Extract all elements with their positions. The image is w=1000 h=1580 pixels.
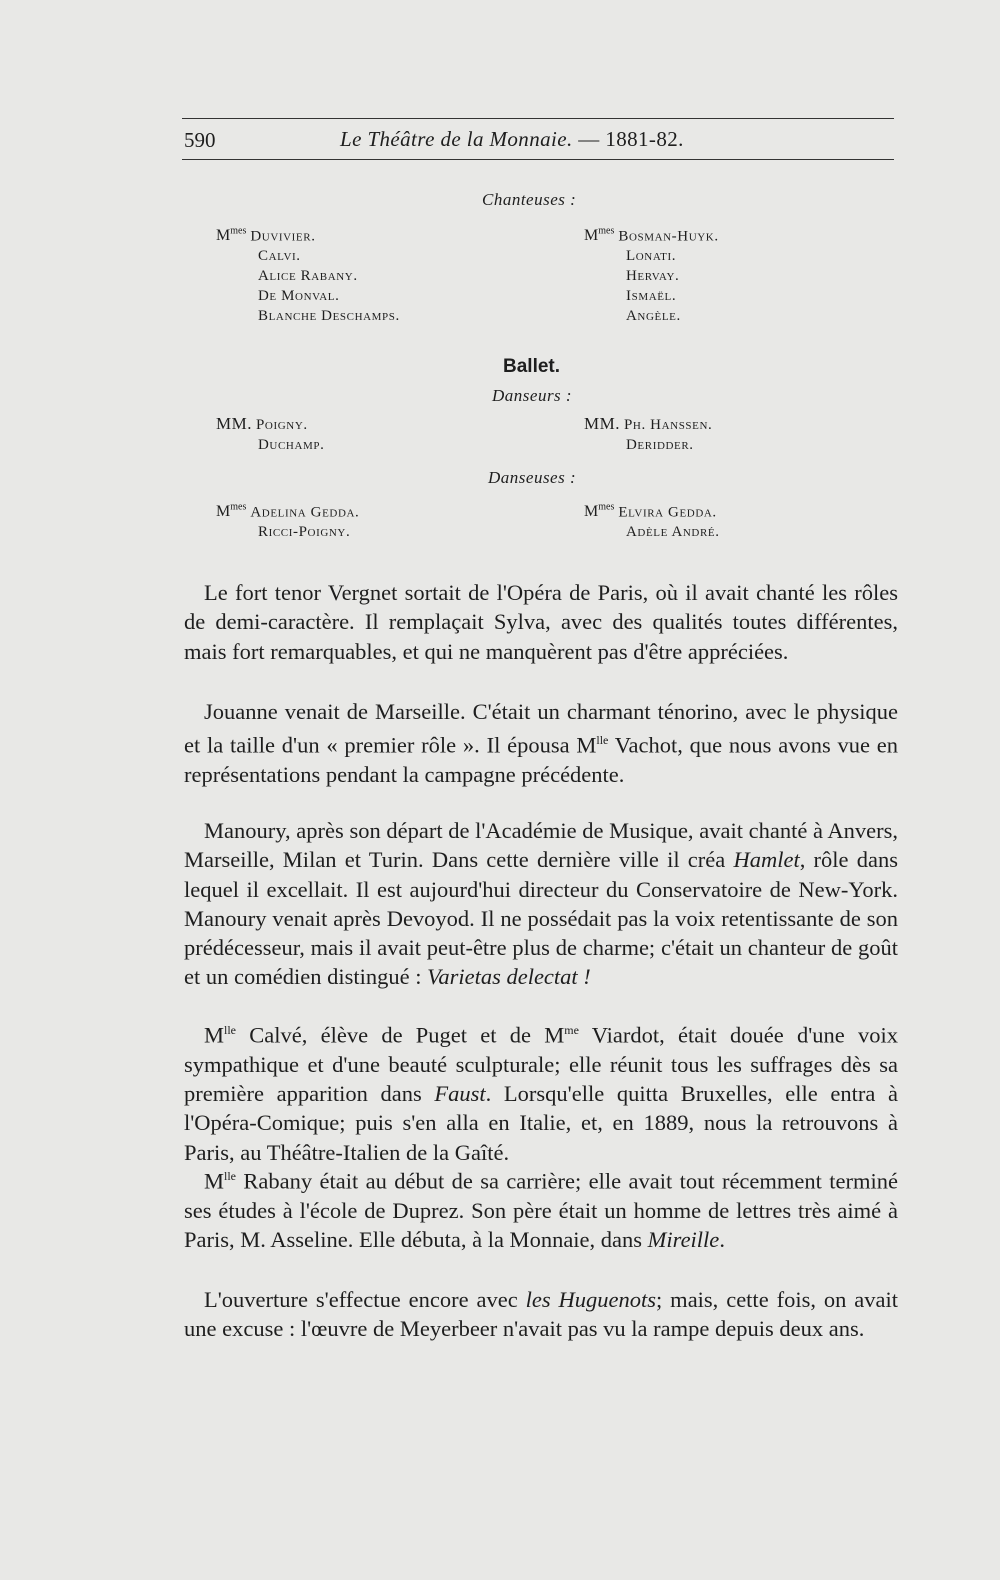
running-title-text: Le Théâtre de la Monnaie. [340,127,573,151]
text-run: ; mais, cette fois, on avait une excuse : l'œuvre de Meyerbeer n'avait pas vu la rampe depuis deux ans. [184,1287,898,1342]
singer-name: Alice Rabany. [258,268,358,285]
superscript: me [564,1023,579,1037]
danseuses-left-list [216,498,359,542]
danseuses-heading: Danseuses : [488,468,577,487]
danseurs-heading: Danseurs : [492,386,573,405]
paragraph-manoury [184,816,898,992]
dancer-name: Poigny. [255,417,308,433]
list-item [216,498,359,522]
title-prefix: $M^{mes}$ [216,502,247,521]
list-item [216,414,324,435]
text-run: Calvé, élève de Puget et de M [236,1022,565,1048]
singer-name: Blanche Deschamps. [258,308,400,325]
singer-name: Bosman-Huyk. [618,228,719,245]
italic-title: Hamlet [733,847,800,873]
italic-quote: Varietas delectat ! [427,964,591,990]
dancer-name: Deridder. [626,437,694,453]
chanteuses-left-list [216,222,400,326]
text-run: Jouanne venait de Marseille. C'était un charmant ténorino, avec le physique et la taille d'un « premier rôle ». Il épousa M [184,699,898,758]
dancer-name: Elvira Gedda. [618,504,717,521]
header-bottom-rule [182,159,894,160]
paragraph-huguenots [184,1285,898,1344]
title-prefix: $M^{mes}$ [584,502,615,521]
italic-title: Mireille [647,1227,720,1253]
singer-name: Lonati. [626,248,677,265]
dancer-name: Adèle André. [626,524,720,541]
text-run: L'ouverture s'effectue encore avec [204,1287,526,1312]
italic-title: Faust [434,1081,486,1107]
text-run: M [204,1168,225,1194]
text-run: Viardot, était douée d'une voix sympathique et d'une beauté sculpturale; elle réunit tous les suffrages dès sa première apparition dans [184,1022,898,1107]
text-run: Manoury, après son départ de l'Académie de Musique, avait chanté à Anvers, Marseille, Milan et Turin. Dans cette dernière ville il créa [184,818,898,873]
text-run: . [719,1227,725,1253]
superscript: lle [224,1169,237,1183]
list-item [584,498,720,522]
ballet-heading: Ballet. [503,356,561,377]
text-run: Rabany était au début de sa carrière; elle avait tout récemment terminé ses études à l'école de Duprez. Son père était un homme de lettres très aimé à Paris, M. Asseline. Elle débuta, à la Monnaie, dans [184,1168,898,1253]
title-prefix: MM. [216,414,252,433]
danseurs-right-list [584,414,712,455]
dancer-name: Adelina Gedda. [250,504,360,521]
superscript: lle [596,733,609,748]
paragraph-jouanne [184,697,898,789]
title-prefix: $M^{mes}$ [584,226,615,245]
paragraph-rabany [184,1162,898,1254]
singer-name: Hervay. [626,268,680,285]
dancer-name: Duchamp. [258,437,325,453]
title-prefix: $M^{mes}$ [216,226,247,245]
danseuses-right-list [584,498,720,542]
header-top-rule [182,118,894,119]
running-title-years: 1881-82. [605,127,684,151]
dancer-name: Ph. Hanssen. [623,417,713,433]
text-run: M [204,1022,225,1048]
text-run: , rôle dans lequel il excellait. Il est aujourd'hui directeur du Conservatoire de New-York. Manoury venait après Devoyod. Il ne possédait pas la voix retentissante de son prédécesseur, mais il avait peut-être plus de charme; c'était un chanteur de goût et un comédien distingué : [184,847,898,990]
running-title [340,127,684,152]
running-title-dash: — [578,127,600,151]
chanteuses-right-list [584,222,719,326]
singer-name: Ismaël. [626,288,677,305]
chanteuses-heading: Chanteuses : [482,190,577,209]
singer-name: Duvivier. [250,228,316,245]
list-item [584,222,719,246]
paragraph-calve [184,1016,898,1167]
title-prefix: MM. [584,414,620,433]
danseurs-left-list [216,414,324,455]
paragraph-vergnet: Le fort tenor Vergnet sortait de l'Opéra de Paris, où il avait chanté les rôles de demi-caractère. Il remplaçait Sylva, avec des qualités toutes différentes, mais fort remarquables, et qui ne manquèrent pas d'être appréciées. [184,580,898,664]
list-item [584,414,712,435]
superscript: lle [224,1023,237,1037]
italic-title: les Huguenots [525,1287,657,1312]
singer-name: De Monval. [258,288,340,305]
singer-name: Angèle. [626,308,681,325]
text-run: . Lorsqu'elle quitta Bruxelles, elle entra à l'Opéra-Comique; puis s'en alla en Italie, et, en 1889, nous la retrouvons à Paris, au Théâtre-Italien de la Gaîté. [184,1081,898,1165]
list-item [216,222,400,246]
singer-name: Calvi. [258,248,301,265]
dancer-name: Ricci-Poigny. [258,524,351,541]
page-number: 590 [184,128,216,152]
text-run: Vachot, que nous avons vue en représentations pendant la campagne précédente. [184,732,898,788]
